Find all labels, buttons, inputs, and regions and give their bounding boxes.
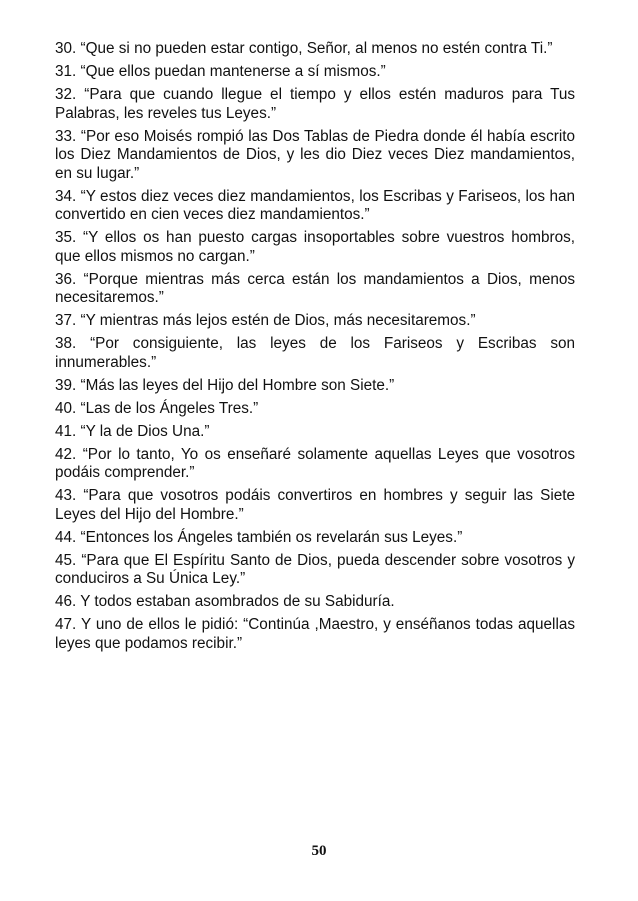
- verse-46: 46. Y todos estaban asombrados de su Sabiduría.: [55, 593, 395, 610]
- verse-40: 40. “Las de los Ángeles Tres.”: [55, 399, 259, 417]
- verse-33: 33. “Por eso Moisés rompió las Dos Tablas de Piedra donde él había escrito los Diez Mandamientos de Dios, y les dio Diez veces Diez mandamientos, en su lugar.”: [55, 127, 575, 182]
- page-body: [55, 40, 575, 658]
- verse-47: 47. Y uno de ellos le pidió: “Continúa ,Maestro, y enséñanos todas aquellas leyes que podamos recibir.”: [55, 616, 575, 652]
- verse-34: 34. “Y estos diez veces diez mandamientos, los Escribas y Fariseos, los han convertido en cien veces diez mandamientos.”: [55, 187, 575, 223]
- page-number: 50: [311, 843, 327, 859]
- verse-39: 39. “Más las leyes del Hijo del Hombre son Siete.”: [55, 376, 395, 394]
- verse-43: 43. “Para que vosotros podáis convertiros en hombres y seguir las Siete Leyes del Hijo del Hombre.”: [55, 487, 575, 523]
- verse-32: 32. “Para que cuando llegue el tiempo y ellos estén maduros para Tus Palabras, les reveles tus Leyes.”: [55, 86, 575, 122]
- verse-31: 31. “Que ellos puedan mantenerse a sí mismos.”: [55, 63, 386, 80]
- verse-41: 41. “Y la de Dios Una.”: [55, 422, 210, 440]
- verse-38: 38. “Por consiguiente, las leyes de los Fariseos y Escribas son innumerables.”: [55, 335, 575, 371]
- verse-35: 35. “Y ellos os han puesto cargas insoportables sobre vuestros hombros, que ellos mismos no cargan.”: [55, 229, 575, 265]
- verse-30: 30. “Que si no pueden estar contigo, Señor, al menos no estén contra Ti.”: [55, 40, 553, 57]
- verse-37: 37. “Y mientras más lejos estén de Dios, más necesitaremos.”: [55, 312, 476, 329]
- verse-42: 42. “Por lo tanto, Yo os enseñaré solamente aquellas Leyes que vosotros podáis comprender.”: [55, 445, 575, 481]
- verse-36: 36. “Porque mientras más cerca están los mandamientos a Dios, menos necesitaremos.”: [55, 270, 575, 306]
- verse-44: 44. “Entonces los Ángeles también os revelarán sus Leyes.”: [55, 528, 463, 546]
- verse-45: 45. “Para que El Espíritu Santo de Dios, pueda descender sobre vosotros y conduciros a Su Única Ley.”: [55, 551, 575, 587]
